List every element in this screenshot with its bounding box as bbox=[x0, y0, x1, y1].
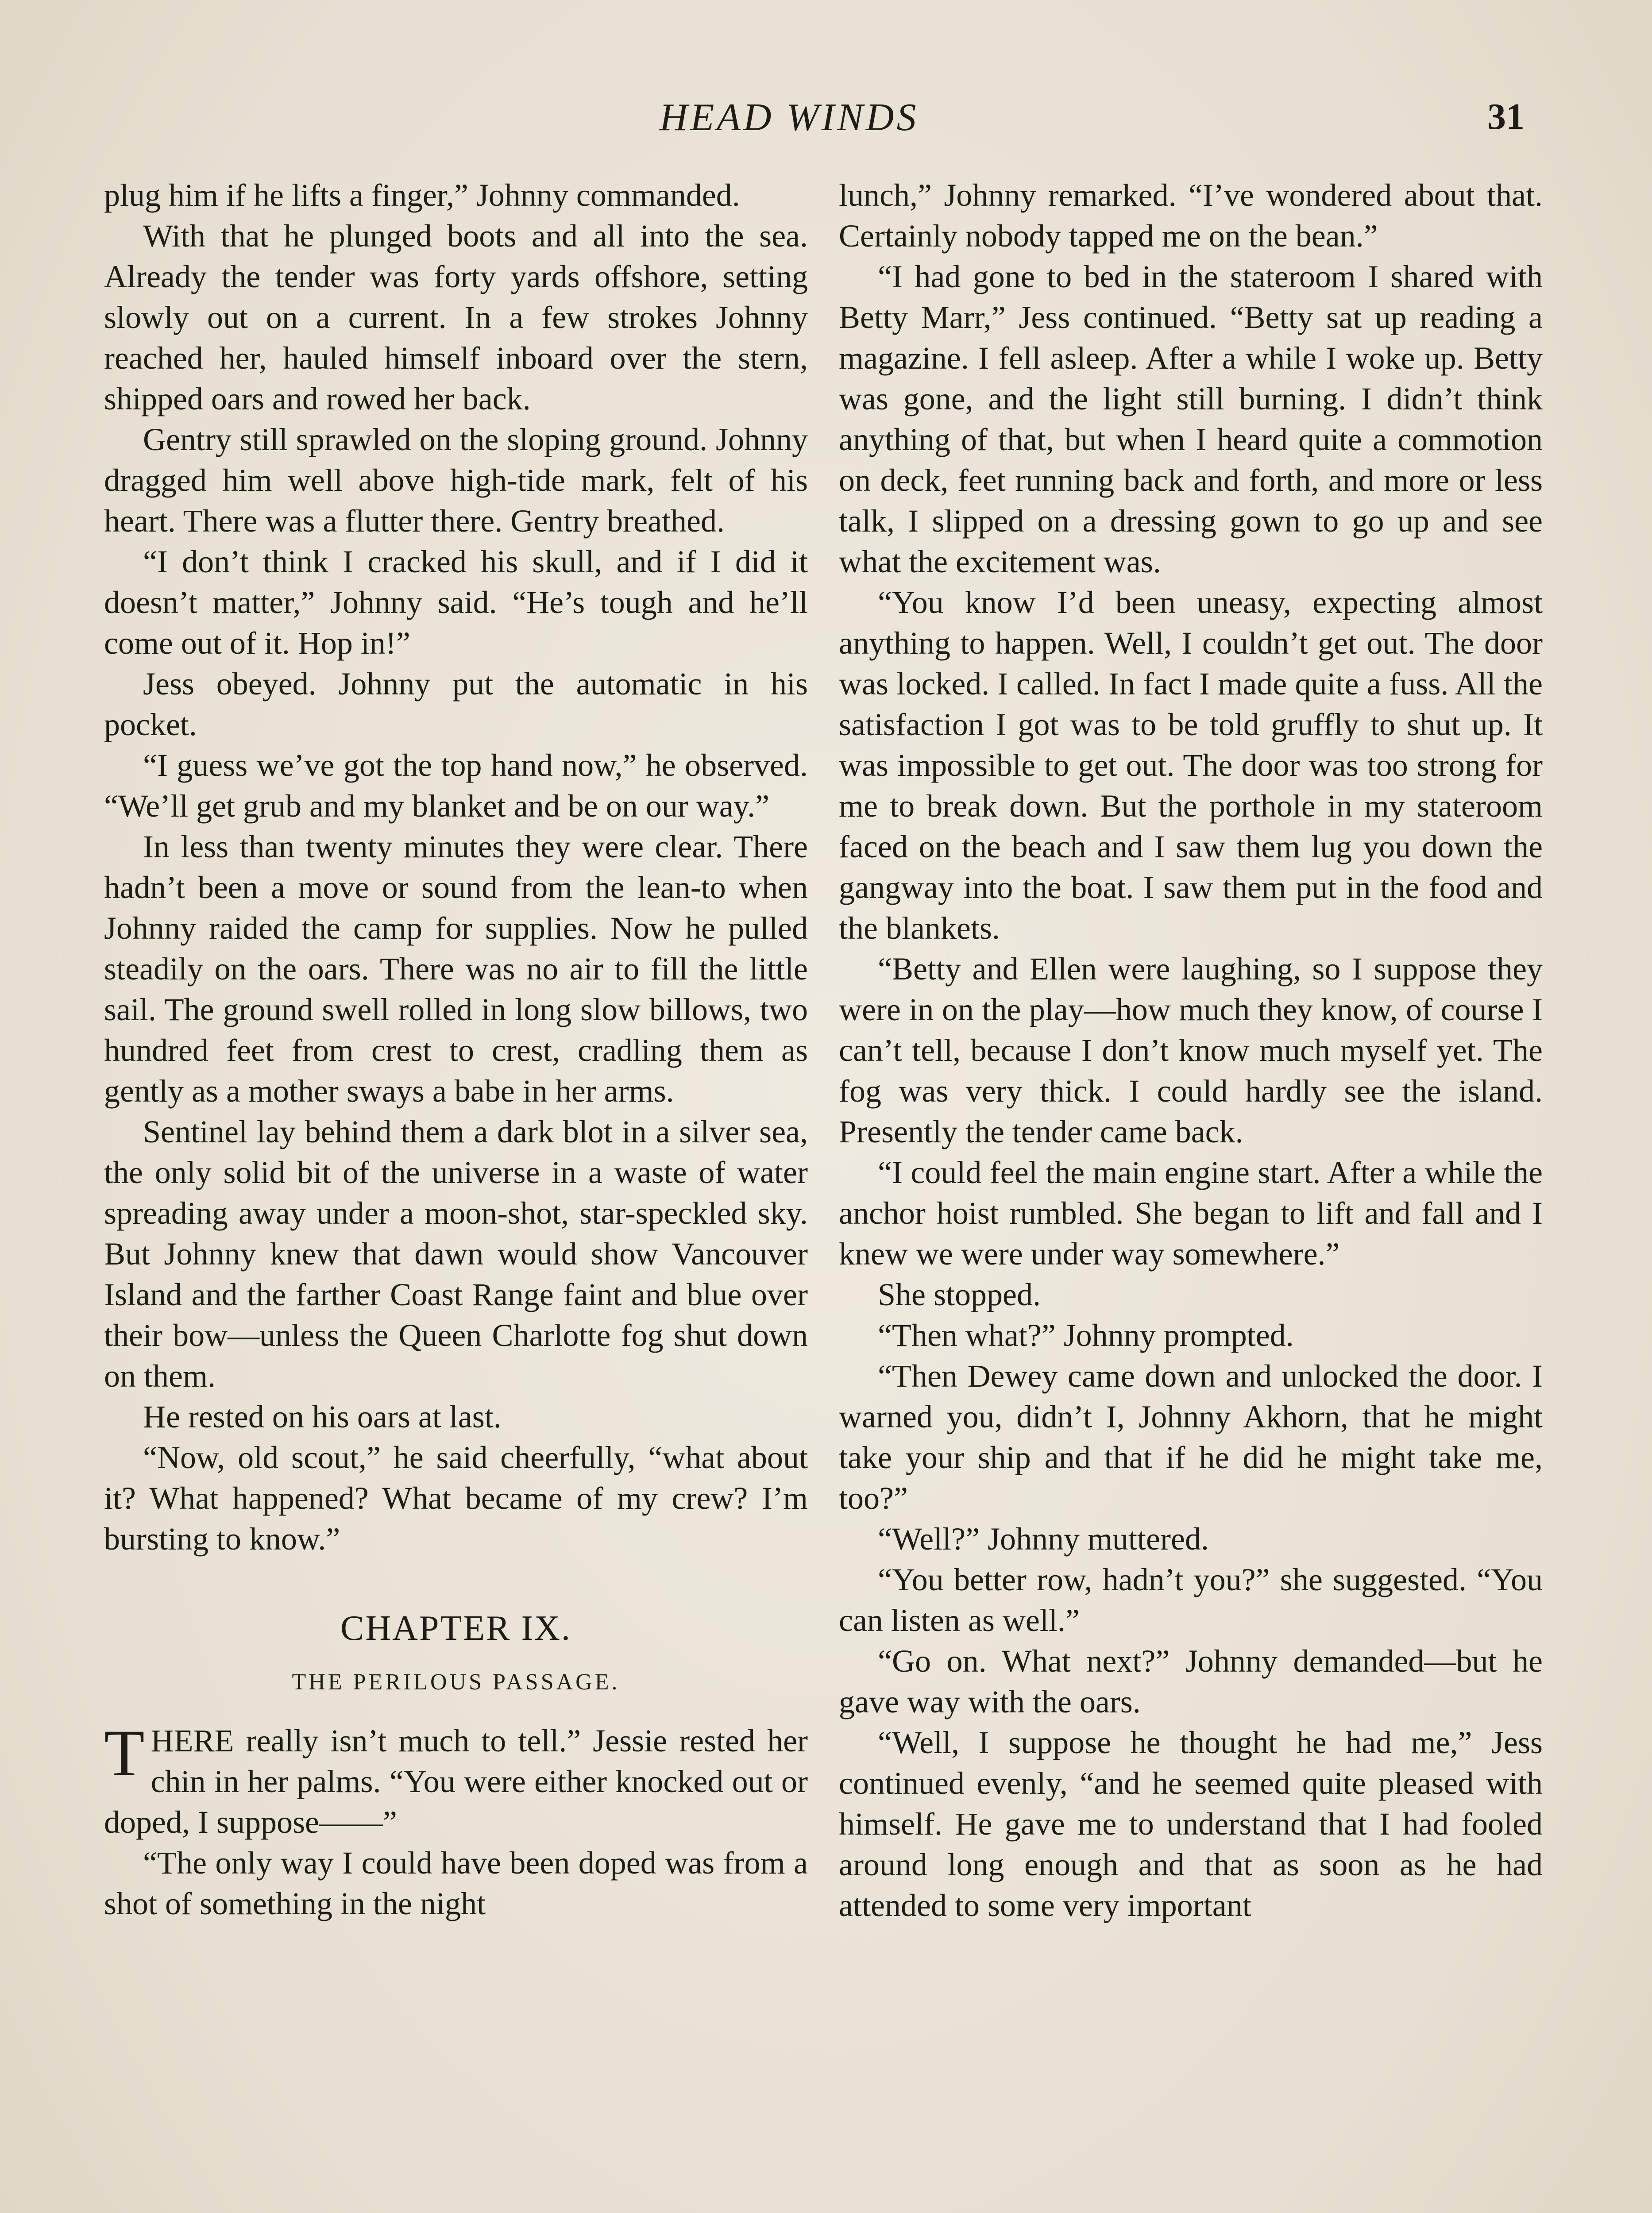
paragraph: plug him if he lifts a finger,” Johnny commanded. bbox=[104, 177, 740, 213]
drop-cap: T bbox=[104, 1716, 145, 1790]
paragraph: “Well?” Johnny muttered. bbox=[878, 1521, 1209, 1557]
running-title: HEAD WINDS bbox=[660, 96, 919, 139]
paragraph: “Now, old scout,” he said cheerfully, “what about it? What happened? What became of my crew? I’m bursting to know.” bbox=[104, 1440, 808, 1557]
paragraph: He rested on his oars at last. bbox=[143, 1399, 502, 1434]
paragraph: “You know I’d been uneasy, expecting almost anything to happen. Well, I couldn’t get out. The door was locked. I called. In fact I made quite a fuss. All the satisfaction I got was to be told gruffly to shut up. It was impossible to get out. The door was too strong for me to break down. But the porthole in my stateroom faced on the beach and I saw them lug you down the gangway into the boat. I saw them put in the food and the blankets. bbox=[839, 585, 1543, 946]
paragraph: Jess obeyed. Johnny put the automatic in his pocket. bbox=[104, 666, 808, 742]
paragraph: “You better row, hadn’t you?” she suggested. “You can listen as well.” bbox=[839, 1562, 1543, 1638]
paragraph: “Well, I suppose he thought he had me,” Jess continued evenly, “and he seemed quite pleased with himself. He gave me to understand that I had fooled around long enough and that as soon as he had attended to some very important bbox=[839, 1725, 1543, 1923]
chapter-opening-text: HERE really isn’t much to tell.” Jessie rested her chin in her palms. “You were either knocked out or doped, I suppose——” bbox=[104, 1723, 808, 1840]
chapter-subtitle: THE PERILOUS PASSAGE. bbox=[292, 1669, 620, 1695]
paragraph: With that he plunged boots and all into the sea. Already the tender was forty yards offshore, setting slowly out on a current. In a few strokes Johnny reached her, hauled himself inboard over the stern, shipped oars and rowed her back. bbox=[104, 218, 808, 416]
chapter-heading: CHAPTER IX. bbox=[340, 1609, 571, 1648]
paragraph: In less than twenty minutes they were clear. There hadn’t been a move or sound from the lean-to when Johnny raided the camp for supplies. Now he pulled steadily on the oars. There was no air to fill the little sail. The ground swell rolled in long slow billows, two hundred feet from crest to crest, cradling them as gently as a mother sways a babe in her arms. bbox=[104, 829, 808, 1109]
paragraph: Sentinel lay behind them a dark blot in a silver sea, the only solid bit of the universe in a waste of water spreading away under a moon-shot, star-speckled sky. But Johnny knew that dawn would show Vancouver Island and the farther Coast Range faint and blue over their bow—unless the Queen Charlotte fog shut down on them. bbox=[104, 1114, 808, 1394]
paragraph: “Then Dewey came down and unlocked the door. I warned you, didn’t I, Johnny Akhorn, that he might take your ship and that if he did he might take me, too?” bbox=[839, 1358, 1543, 1516]
page-number: 31 bbox=[1487, 96, 1525, 137]
paragraph: “The only way I could have been doped was from a shot of something in the night bbox=[104, 1845, 808, 1921]
paragraph: “Then what?” Johnny prompted. bbox=[878, 1318, 1294, 1353]
paragraph: “I had gone to bed in the stateroom I shared with Betty Marr,” Jess continued. “Betty sat up reading a magazine. I fell asleep. After a while I woke up. Betty was gone, and the light still burning. I didn’t think anything of that, but when I heard quite a commotion on deck, feet running back and forth, and more or less talk, I slipped on a dressing gown to go up and see what the excitement was. bbox=[839, 259, 1543, 579]
running-head bbox=[0, 95, 1652, 148]
paragraph: Gentry still sprawled on the sloping ground. Johnny dragged him well above high-tide mark, felt of his heart. There was a flutter there. Gentry breathed. bbox=[104, 422, 808, 539]
right-column bbox=[839, 175, 1543, 1926]
paragraph: She stopped. bbox=[878, 1277, 1041, 1312]
left-column bbox=[104, 175, 808, 1924]
paragraph: “I don’t think I cracked his skull, and if I did it doesn’t matter,” Johnny said. “He’s tough and he’ll come out of it. Hop in!” bbox=[104, 544, 808, 661]
paragraph: “I could feel the main engine start. After a while the anchor hoist rumbled. She began to lift and fall and I knew we were under way somewhere.” bbox=[839, 1155, 1543, 1272]
paragraph: lunch,” Johnny remarked. “I’ve wondered about that. Certainly nobody tapped me on the bean.” bbox=[839, 177, 1543, 254]
paragraph: “Go on. What next?” Johnny demanded—but he gave way with the oars. bbox=[839, 1643, 1543, 1720]
paragraph: “I guess we’ve got the top hand now,” he observed. “We’ll get grub and my blanket and be on our way.” bbox=[104, 748, 808, 824]
chapter-opening-paragraph bbox=[104, 1716, 808, 1843]
paragraph: “Betty and Ellen were laughing, so I suppose they were in on the play—how much they know, of course I can’t tell, because I don’t know much myself yet. The fog was very thick. I could hardly see the island. Presently the tender came back. bbox=[839, 951, 1543, 1149]
